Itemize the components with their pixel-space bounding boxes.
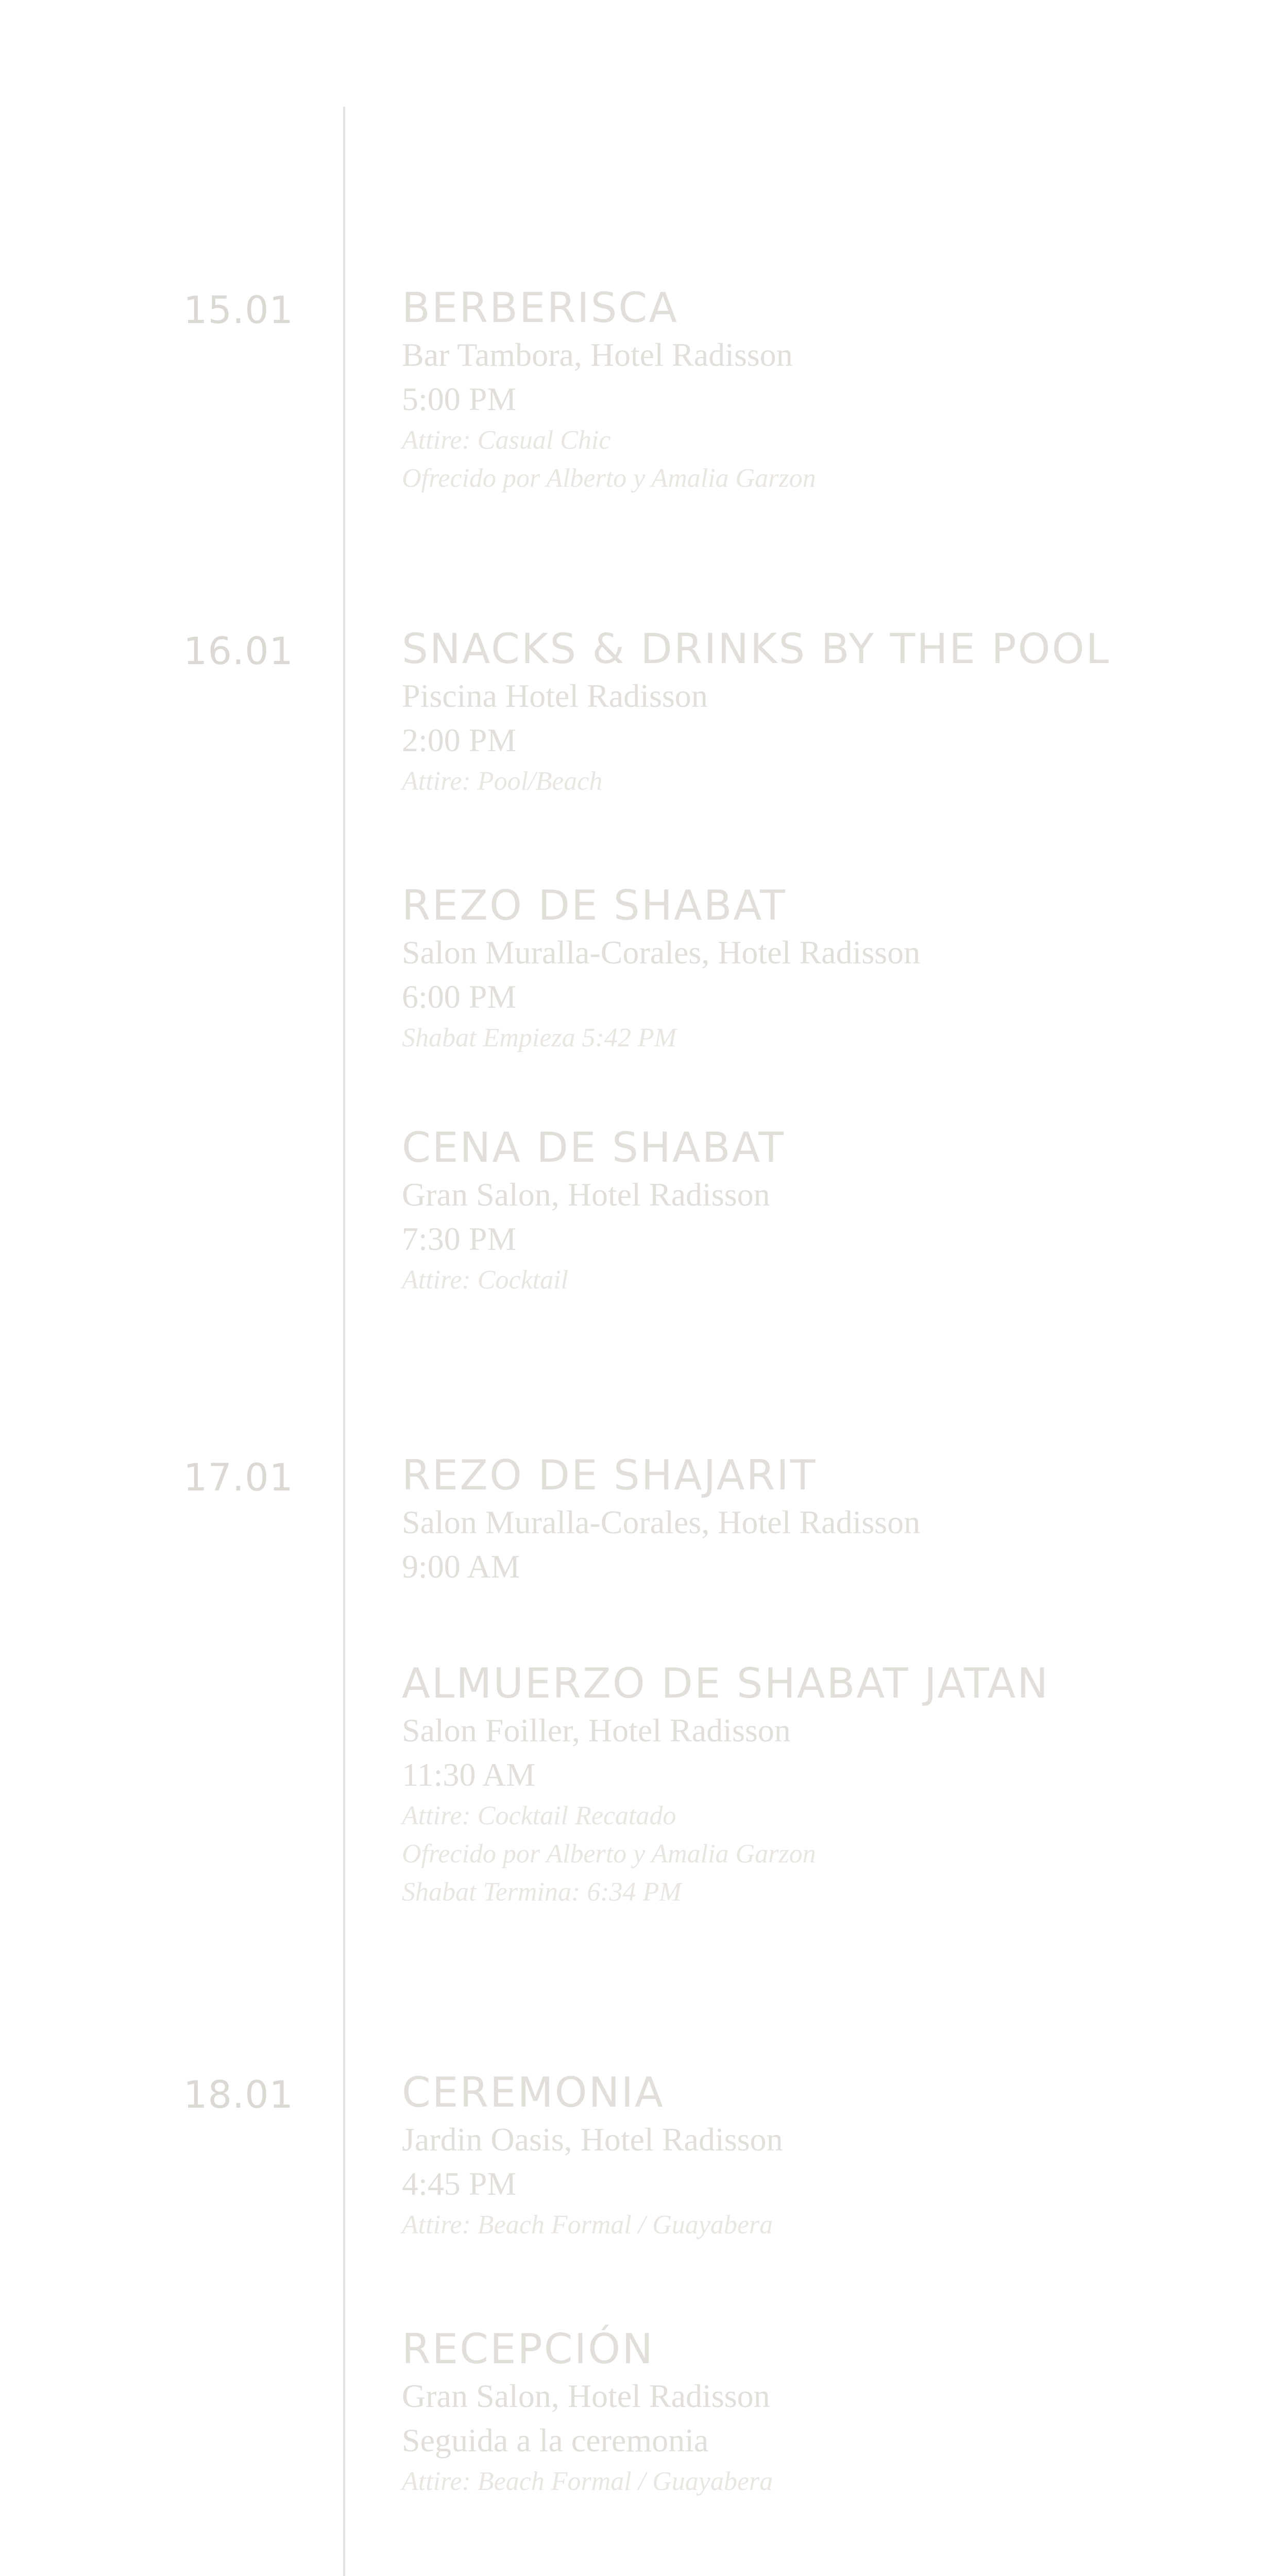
- event-location: Salon Muralla-Corales, Hotel Radisson: [402, 1504, 921, 1540]
- event-note: Ofrecido por Alberto y Amalia Garzon: [402, 1839, 816, 1869]
- event-title: SNACKS & DRINKS BY THE POOL: [402, 625, 1111, 673]
- event-time: 2:00 PM: [402, 722, 517, 758]
- event-location: Jardin Oasis, Hotel Radisson: [402, 2121, 783, 2158]
- event-time: 7:30 PM: [402, 1221, 517, 1257]
- event-title: ALMUERZO DE SHABAT JATAN: [402, 1659, 1050, 1707]
- date-label: 17.01: [183, 1456, 294, 1500]
- event-location: Gran Salon, Hotel Radisson: [402, 1176, 770, 1213]
- event-note: Shabat Termina: 6:34 PM: [402, 1877, 682, 1907]
- event-time: 6:00 PM: [402, 978, 517, 1015]
- date-label: 16.01: [183, 630, 294, 673]
- event-rezo-de-shajarit: [402, 1451, 1278, 1589]
- event-snacks-drinks: [402, 624, 1278, 801]
- event-note: Attire: Beach Formal / Guayabera: [402, 2467, 773, 2496]
- event-location: Bar Tambora, Hotel Radisson: [402, 336, 793, 373]
- event-note: Attire: Casual Chic: [402, 426, 611, 455]
- event-berberisca: [402, 283, 1278, 498]
- event-title: RECEPCIÓN: [402, 2325, 655, 2373]
- event-location: Piscina Hotel Radisson: [402, 677, 708, 714]
- event-cena-de-shabat: [402, 1123, 1278, 1299]
- event-almuerzo-de-shabat-jatan: [402, 1659, 1278, 1911]
- event-time: 9:00 AM: [402, 1548, 520, 1585]
- event-note: Attire: Pool/Beach: [402, 767, 603, 796]
- event-location: Salon Foiller, Hotel Radisson: [402, 1712, 791, 1749]
- event-title: REZO DE SHAJARIT: [402, 1451, 817, 1499]
- event-title: CENA DE SHABAT: [402, 1124, 785, 1172]
- timeline-line: [343, 107, 345, 2576]
- event-title: BERBERISCA: [402, 284, 679, 332]
- event-title: CEREMONIA: [402, 2069, 665, 2116]
- date-label: 15.01: [183, 289, 294, 332]
- event-note: Attire: Cocktail Recatado: [402, 1801, 676, 1831]
- event-time: 4:45 PM: [402, 2165, 517, 2202]
- event-location: Gran Salon, Hotel Radisson: [402, 2378, 770, 2414]
- event-time: Seguida a la ceremonia: [402, 2422, 709, 2459]
- event-note: Attire: Cocktail: [402, 1265, 568, 1295]
- event-ceremonia: [402, 2068, 1278, 2244]
- event-time: 5:00 PM: [402, 381, 517, 417]
- event-title: REZO DE SHABAT: [402, 882, 787, 929]
- event-recepcion: [402, 2325, 1278, 2501]
- event-time: 11:30 AM: [402, 1756, 535, 1793]
- event-note: Shabat Empieza 5:42 PM: [402, 1023, 676, 1053]
- event-note: Attire: Beach Formal / Guayabera: [402, 2210, 773, 2240]
- event-note: Ofrecido por Alberto y Amalia Garzon: [402, 464, 816, 493]
- date-label: 18.01: [183, 2073, 294, 2117]
- event-location: Salon Muralla-Corales, Hotel Radisson: [402, 934, 921, 971]
- event-rezo-de-shabat: [402, 881, 1278, 1057]
